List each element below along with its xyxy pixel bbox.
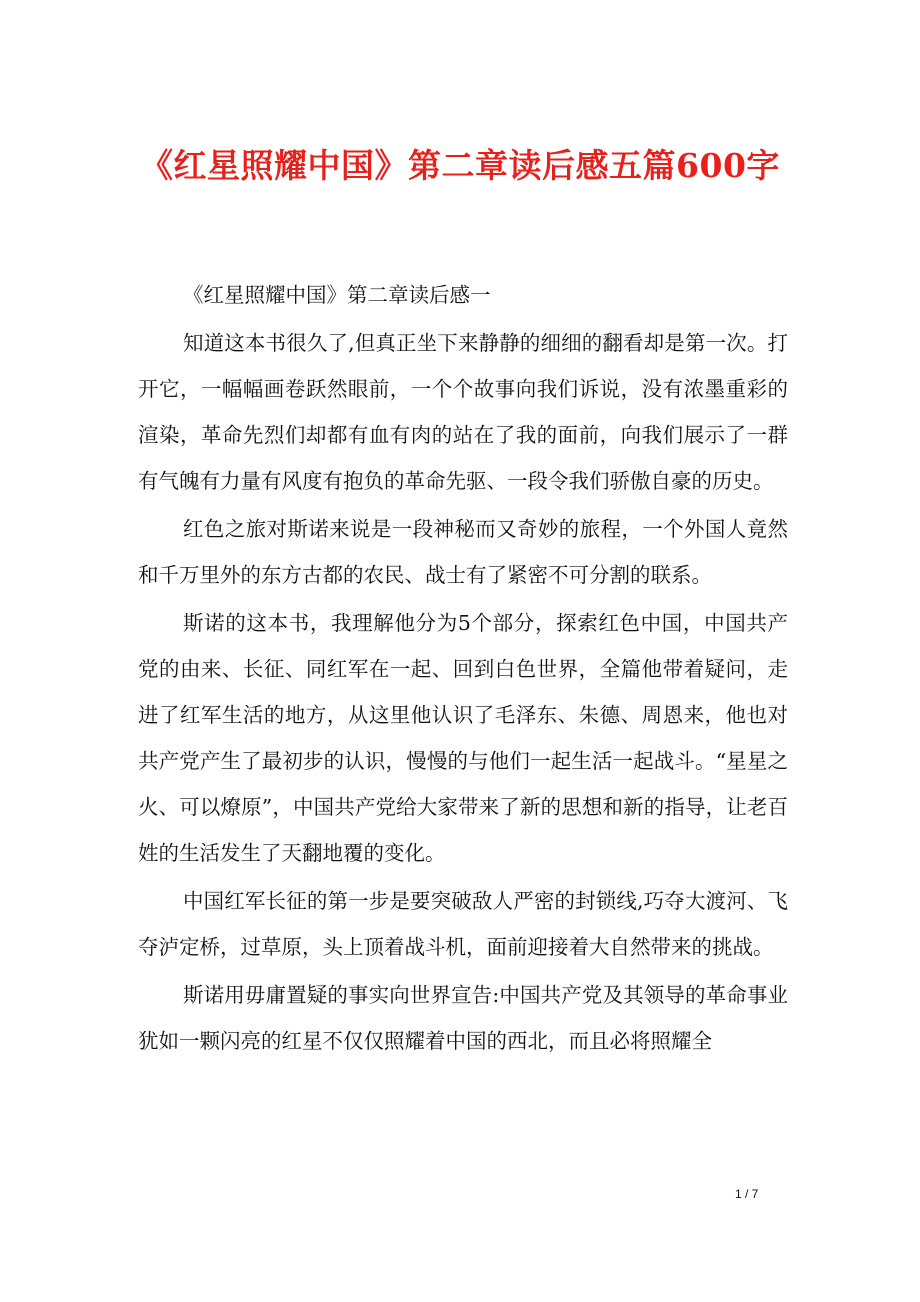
paragraph-4: 中国红军长征的第一步是要突破敌人严密的封锁线,巧夺大渡河、飞夺泸定桥，过草原，头上顶着战斗机，面前迎接着大自然带来的挑战。 (138, 889, 788, 959)
section-heading: 《红星照耀中国》第二章读后感一 (183, 283, 491, 307)
paragraph-3: 斯诺的这本书，我理解他分为5个部分，探索红色中国，中国共产党的由来、长征、同红军在一起、回到白色世界，全篇他带着疑问，走进了红军生活的地方，从这里他认识了毛泽东、朱德、周恩来，他也对共产党产生了最初步的认识，慢慢的与他们一起生活一起战斗。“星星之火、可以燎原”，中国共产党给大家带来了新的思想和新的指导，让老百姓的生活发生了天翻地覆的变化。 (138, 611, 788, 865)
document-body (138, 272, 788, 1066)
paragraph-1: 知道这本书很久了,但真正坐下来静静的细细的翻看却是第一次。打开它，一幅幅画卷跃然眼前，一个个故事向我们诉说，没有浓墨重彩的渲染，革命先烈们却都有血有肉的站在了我的面前，向我们展示了一群有气魄有力量有风度有抱负的革命先驱、一段令我们骄傲自豪的历史。 (138, 331, 788, 493)
paragraph-5: 斯诺用毋庸置疑的事实向世界宣告:中国共产党及其领导的革命事业犹如一颗闪亮的红星不仅仅照耀着中国的西北，而且必将照耀全 (138, 983, 788, 1053)
document-title: 《红星照耀中国》第二章读后感五篇600字 (140, 146, 780, 185)
paragraph-2: 红色之旅对斯诺来说是一段神秘而又奇妙的旅程，一个外国人竟然和千万里外的东方古都的农民、战士有了紧密不可分割的联系。 (138, 517, 788, 587)
page-number: 1 / 7 (735, 1187, 759, 1201)
